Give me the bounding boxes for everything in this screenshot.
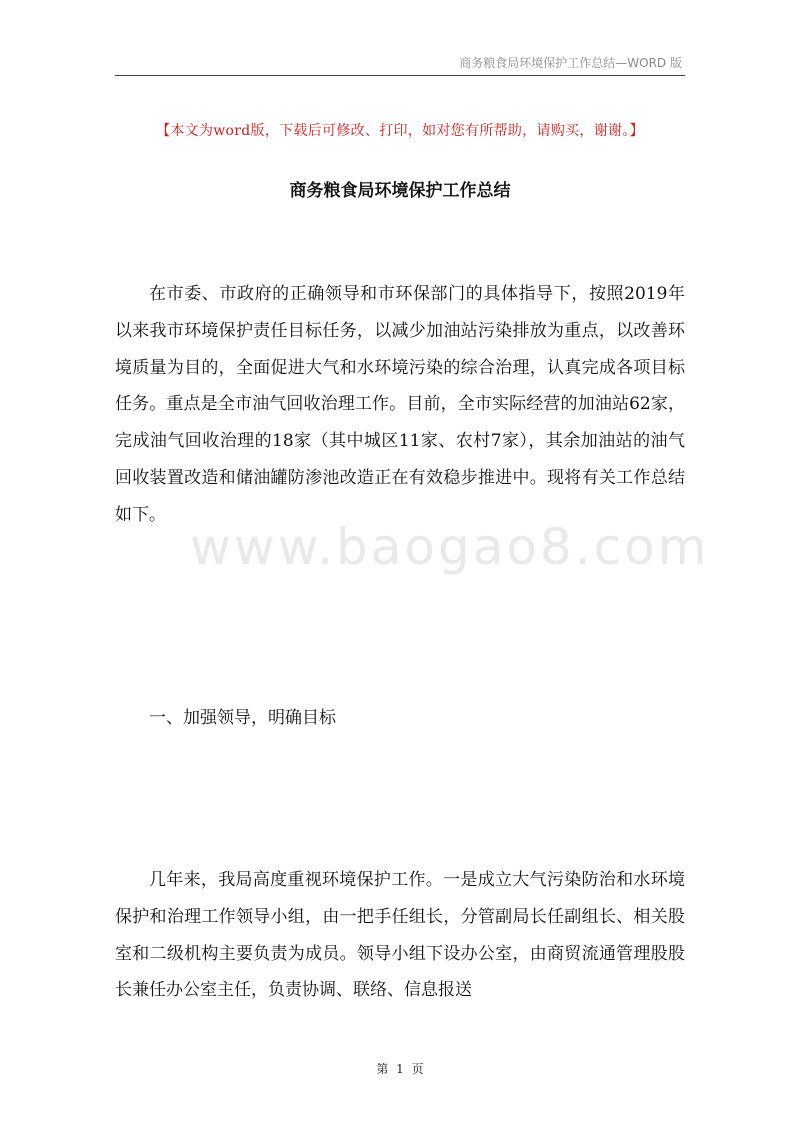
document-title: 商务粮食局环境保护工作总结 xyxy=(289,181,511,201)
page-number: 1 xyxy=(396,1062,404,1076)
page-label-prefix: 第 xyxy=(376,1062,389,1076)
body-paragraph: 几年来，我局高度重视环境保护工作。一是成立大气污染防治和水环境保护和治理工作领导小组，由一把手任组长，分管副局长任副组长、相关股室和二级机构主要负责为成员。领导小组下设办公室，由商贸流通管理股股长兼任办公室主任，负责协调、联络、信息报送 xyxy=(115,870,685,1001)
body-paragraph: 在市委、市政府的正确领导和市环保部门的具体指导下，按照2019年以来我市环境保护责任目标任务，以减少加油站污染排放为重点，以改善环境质量为目的，全面促进大气和水环境污染的综合治理，认真完成各项目标任务。重点是全市油气回收治理工作。目前，全市实际经营的加油站62家，完成油气回收治理的18家（其中城区11家、农村7家），其余加油站的油气回收装置改造和储油罐防渗池改造正在有效稳步推进中。现将有关工作总结如下。 xyxy=(115,284,685,525)
page-footer xyxy=(0,1060,800,1077)
header-rule xyxy=(115,75,685,76)
purchase-notice: 【本文为word版，下载后可修改、打印，如对您有所帮助，请购买，谢谢。】 xyxy=(156,123,644,139)
section-heading: 一、加强领导，明确目标 xyxy=(149,708,336,728)
watermark: www.baogao8.com xyxy=(190,518,710,576)
running-header-title: 商务粮食局环境保护工作总结—WORD 版 xyxy=(459,56,682,70)
page-label-suffix: 页 xyxy=(411,1062,424,1076)
